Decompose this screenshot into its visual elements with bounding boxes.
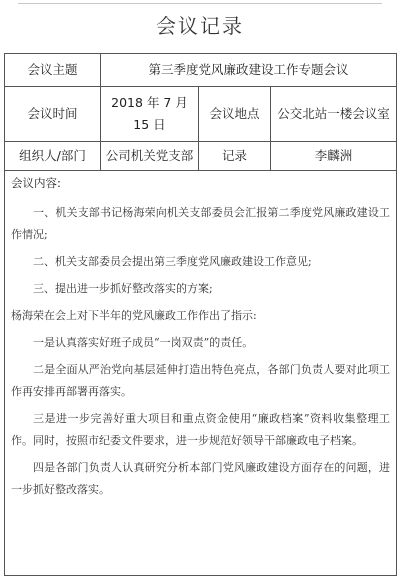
content-paragraph: 二、机关支部委员会提出第三季度党风廉政建设工作意见; [33, 255, 312, 268]
organizer-label: 组织人/部门 [5, 142, 101, 170]
content-paragraph: 四是各部门负责人认真研究分析本部门党风廉政建设方面存在的问题，进一步抓好整改落实。 [11, 461, 390, 496]
organizer-row [5, 142, 396, 171]
content-paragraph: 三、提出进一步抓好整改落实的方案; [33, 282, 213, 295]
content-paragraph: 二是全面从严治党向基层延伸打造出特色亮点，各部门负责人要对此项工作再安排再部署再落实。 [11, 363, 390, 398]
recorder-value: 李麟洲 [314, 148, 353, 163]
content-paragraph: 一、机关支部书记杨海荣向机关支部委员会汇报第二季度党风廉政建设工作情况; [11, 206, 390, 241]
content-label: 会议内容: [11, 176, 61, 190]
time-place-row [5, 87, 396, 142]
topic-label: 会议主题 [5, 54, 101, 86]
top-rule [18, 3, 382, 4]
meeting-record-table [4, 53, 397, 576]
time-value: 2018 年 7 月 15 日 [101, 87, 199, 141]
recorder-label: 记录 [199, 142, 271, 170]
topic-value: 第三季度党风廉政建设工作专题会议 [148, 62, 349, 77]
meeting-content [5, 171, 396, 506]
content-paragraph: 杨海荣在会上对下半年的党风廉政工作作出了指示: [11, 309, 257, 322]
place-label: 会议地点 [199, 87, 271, 141]
topic-row [5, 54, 396, 87]
content-paragraph: 一是认真落实好班子成员“一岗双责”的责任。 [33, 336, 254, 349]
document-title: 会议记录 [156, 14, 244, 38]
organizer-value: 公司机关党支部 [101, 142, 199, 170]
content-paragraph: 三是进一步完善好重大项目和重点资金使用“廉政档案”资料收集整理工作。同时，按照市纪委文件要求，进一步规范好领导干部廉政电子档案。 [11, 412, 390, 447]
time-label: 会议时间 [5, 87, 101, 141]
place-value: 公交北站一楼会议室 [277, 106, 390, 121]
